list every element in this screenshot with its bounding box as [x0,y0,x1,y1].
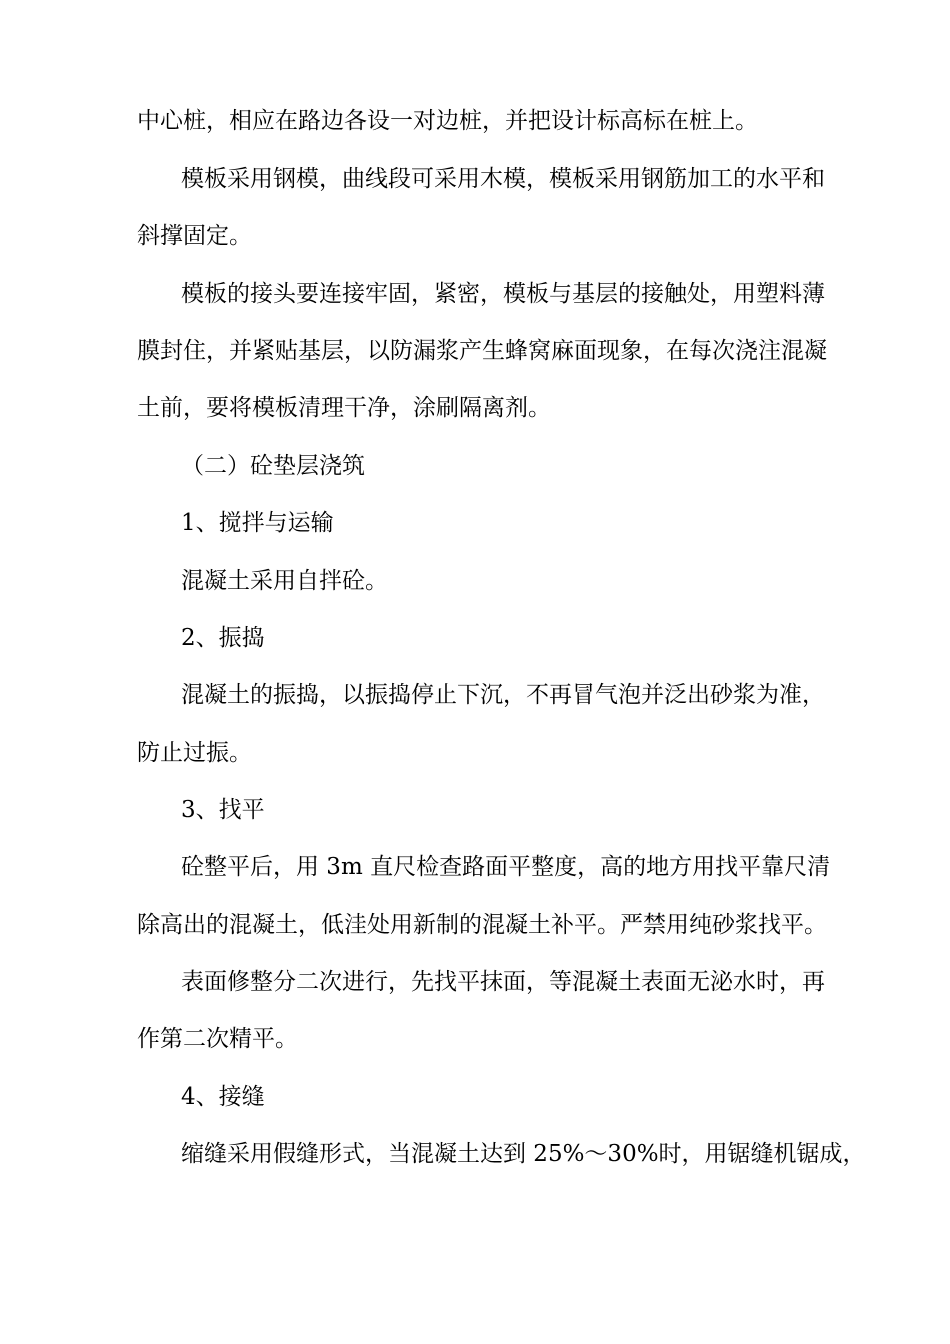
paragraph-line: 模板采用钢模，曲线段可采用木模，模板采用钢筋加工的水平和 [181,166,825,192]
paragraph-line: 膜封住，并紧贴基层，以防漏浆产生蜂窝麻面现象，在每次浇注混凝 [137,338,827,364]
paragraph-line: 混凝土采用自拌砼。 [181,568,388,594]
paragraph-line: 作第二次精平。 [137,1026,298,1052]
paragraph-line: 缩缝采用假缝形式，当混凝土达到 25%～30%时，用锯缝机锯成， [181,1141,866,1167]
paragraph-line: 防止过振。 [137,740,252,766]
subsection-heading: 4、接缝 [181,1084,265,1110]
paragraph-line: 除高出的混凝土，低洼处用新制的混凝土补平。严禁用纯砂浆找平。 [137,912,827,938]
subsection-heading: 2、振捣 [181,625,265,651]
subsection-heading: 3、找平 [181,797,265,823]
paragraph-line: 混凝土的振捣，以振捣停止下沉，不再冒气泡并泛出砂浆为准， [181,682,825,708]
paragraph-line: 表面修整分二次进行，先找平抹面，等混凝土表面无泌水时，再 [181,969,825,995]
paragraph-line: 中心桩，相应在路边各设一对边桩，并把设计标高标在桩上。 [137,108,758,134]
paragraph-line: 砼整平后，用 3m 直尺检查路面平整度，高的地方用找平靠尺清 [181,854,831,880]
paragraph-line: 土前，要将模板清理干净，涂刷隔离剂。 [137,395,551,421]
paragraph-line: 斜撑固定。 [137,223,252,249]
subsection-heading: 1、搅拌与运输 [181,510,334,536]
section-heading: （二）砼垫层浇筑 [181,453,365,479]
paragraph-line: 模板的接头要连接牢固，紧密，模板与基层的接触处，用塑料薄 [181,281,825,307]
